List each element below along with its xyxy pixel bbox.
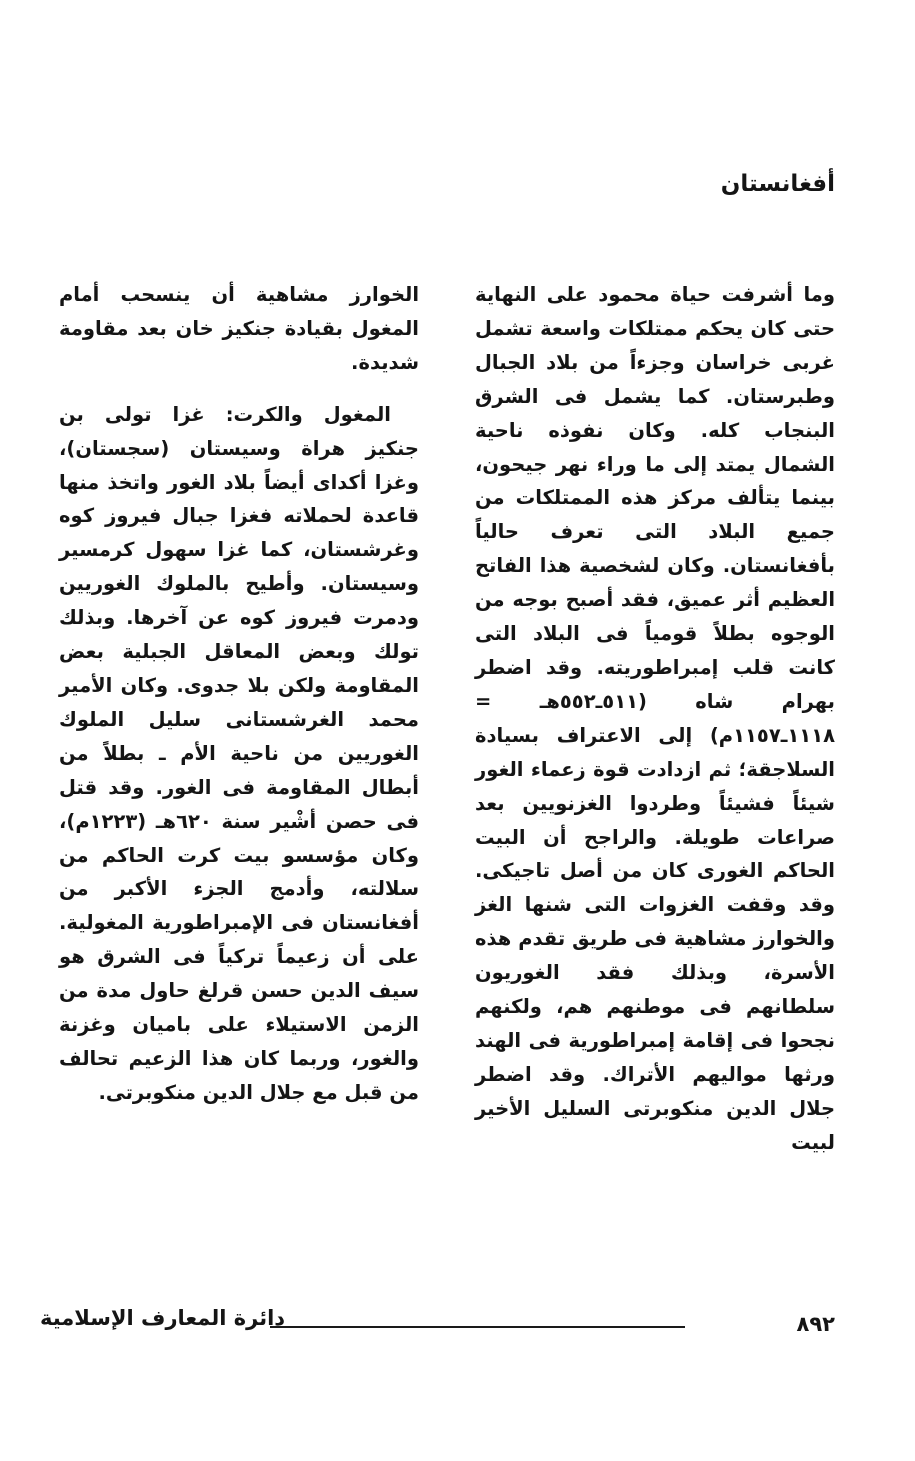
- paragraph: وما أشرفت حياة محمود على النهاية حتى كان يحكم ممتلكات واسعة تشمل غربى خراسان وجزءاً من بلاد الجبال وطبرستان. كما يشمل فى الشرق البنجاب كله. وكان نفوذه ناحية الشمال يمتد إلى ما وراء نهر جيحون، بينما يتألف مركز هذه الممتلكات من جميع البلاد التى تعرف حالياً بأفغانستان. وكان لشخصية هذا الفاتح العظيم أثر عميق، فقد أصبح بوجه من الوجوه بطلاً قومياً فى البلاد التى كانت قلب إمبراطوريته. وقد اضطر بهرام شاه (٥١١ـ٥٥٢هـ = ١١١٨ـ١١٥٧م) إلى الاعتراف بسيادة السلاجقة؛ ثم ازدادت قوة زعماء الغور شيئاً فشيئاً وطردوا الغزنويين بعد صراعات طويلة. والراجح أن البيت الحاكم الغورى كان من أصل تاجيكى. وقد وقفت الغزوات التى شنها الغز والخوارز مشاهية فى طريق تقدم هذه الأسرة، وبذلك فقد الغوريون سلطانهم فى موطنهم هم، ولكنهم نجحوا فى إقامة إمبراطورية فى الهند ورثها مواليهم الأتراك. وقد اضطر جلال الدين منكوبرتى السليل الأخير لبيت: [475, 283, 835, 1154]
- footer-rule: [270, 1326, 685, 1328]
- publication-title: دائرة المعارف الإسلامية: [40, 1306, 286, 1330]
- text-column-left: [59, 278, 419, 1128]
- running-head: أفغانستان: [720, 171, 835, 197]
- page-number: ٨٩٢: [796, 1312, 835, 1336]
- paragraph: المغول والكرت: غزا تولى بن جنكيز هراة وسيستان (سجستان)، وغزا أكداى أيضاً بلاد الغور واتخذ منها قاعدة لحملاته فغزا جبال فيروز كوه وغرشستان، كما غزا سهول كرمسير وسيستان. وأطيح بالملوك الغوريين ودمرت فيروز كوه عن آخرها. وبذلك تولك وبعض المعاقل الجبلية بعض المقاومة ولكن بلا جدوى. وكان الأمير محمد الغرشستانى سليل الملوك الغوريين من ناحية الأم ـ بطلاً من أبطال المقاومة فى الغور. وقد قتل فى حصن أشْير سنة ٦٢٠هـ (١٢٢٣م)، وكان مؤسسو بيت كرت الحاكم من سلالته، وأدمج الجزء الأكبر من أفغانستان فى الإمبراطورية المغولية. على أن زعيماً تركياً فى الشرق هو سيف الدين حسن قرلغ حاول مدة من الزمن الاستيلاء على باميان وغزنة والغور، وربما كان هذا الزعيم تحالف من قبل مع جلال الدين منكوبرتى.: [59, 402, 419, 1104]
- page-footer: [40, 1306, 835, 1342]
- text-column-right: [475, 278, 835, 1178]
- paragraph: الخوارز مشاهية أن ينسحب أمام المغول بقيادة جنكيز خان بعد مقاومة شديدة.: [59, 283, 419, 374]
